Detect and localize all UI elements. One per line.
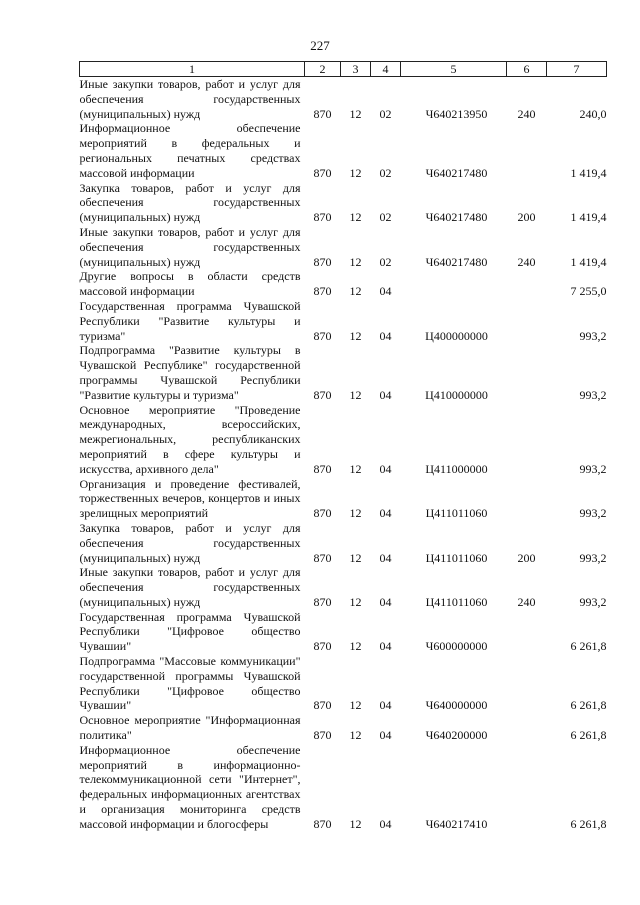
row-subsection-cell: 04 xyxy=(379,639,392,654)
row-target-article-cell: Ч640217480 xyxy=(425,210,488,225)
row-ministry-cell: 870 xyxy=(313,639,332,654)
table-row xyxy=(80,343,607,402)
row-name-cell: Государственная программа Чувашской Республики "Развитие культуры и туризма" xyxy=(79,298,301,343)
row-target-article-cell: Ц411011060 xyxy=(425,594,488,609)
row-name-cell: Основное мероприятие "Проведение международных, всероссийских, межрегиональных, республиканских мероприятий в сфере культуры и искусства, архивного дела" xyxy=(79,402,301,476)
row-amount-cell: 993,2 xyxy=(579,550,607,565)
row-target-article-cell: Ч600000000 xyxy=(425,639,488,654)
budget-table xyxy=(79,61,607,832)
table-row xyxy=(80,121,607,180)
row-name-cell: Иные закупки товаров, работ и услуг для обеспечения государственных (муниципальных) нужд xyxy=(79,77,301,121)
row-expense-type-cell: 240 xyxy=(517,254,536,269)
row-section-cell: 12 xyxy=(349,254,362,269)
table-row xyxy=(80,181,607,225)
table-row xyxy=(80,403,607,477)
row-subsection-cell: 04 xyxy=(379,728,392,743)
column-header-amount: 7 xyxy=(547,62,607,77)
row-ministry-cell: 870 xyxy=(313,254,332,269)
row-expense-type-cell xyxy=(507,610,547,654)
table-row xyxy=(80,299,607,343)
row-amount-cell: 993,2 xyxy=(579,461,607,476)
row-target-article-cell: Ч640213950 xyxy=(425,106,488,121)
row-subsection-cell: 04 xyxy=(379,328,392,343)
row-expense-type-cell: 240 xyxy=(517,594,536,609)
row-ministry-cell: 870 xyxy=(313,816,332,831)
row-amount-cell: 1 419,4 xyxy=(570,254,607,269)
row-section-cell: 12 xyxy=(349,698,362,713)
row-amount-cell: 6 261,8 xyxy=(570,728,607,743)
table-header-row xyxy=(80,62,607,77)
row-name-cell: Иные закупки товаров, работ и услуг для обеспечения государственных (муниципальных) нужд xyxy=(79,565,301,609)
row-subsection-cell: 02 xyxy=(379,210,392,225)
column-header-name: 1 xyxy=(80,62,305,77)
row-ministry-cell: 870 xyxy=(313,698,332,713)
row-name-cell: Информационное обеспечение мероприятий в информационно-телекоммуникационной сети "Интернет", федеральных информационных агентствах и организация мониторинга средств массовой информации и блогосферы xyxy=(79,742,301,831)
column-header-target-article: 5 xyxy=(401,62,507,77)
row-expense-type-cell xyxy=(507,269,547,299)
table-row xyxy=(80,654,607,713)
row-amount-cell: 993,2 xyxy=(579,506,607,521)
row-subsection-cell: 02 xyxy=(379,106,392,121)
row-expense-type-cell xyxy=(507,654,547,713)
row-section-cell: 12 xyxy=(349,210,362,225)
row-subsection-cell: 04 xyxy=(379,284,392,299)
column-header-expense-type: 6 xyxy=(507,62,547,77)
row-section-cell: 12 xyxy=(349,284,362,299)
column-header-subsection: 4 xyxy=(371,62,401,77)
row-section-cell: 12 xyxy=(349,461,362,476)
table-row xyxy=(80,610,607,654)
row-target-article-cell: Ц411000000 xyxy=(425,461,488,476)
page-number: 227 xyxy=(310,38,330,53)
row-section-cell: 12 xyxy=(349,639,362,654)
row-ministry-cell: 870 xyxy=(313,728,332,743)
row-subsection-cell: 02 xyxy=(379,254,392,269)
row-target-article-cell: Ч640000000 xyxy=(425,698,488,713)
row-ministry-cell: 870 xyxy=(313,165,332,180)
row-name-cell: Иные закупки товаров, работ и услуг для обеспечения государственных (муниципальных) нужд xyxy=(79,224,301,269)
row-name-cell: Информационное обеспечение мероприятий в федеральных и региональных печатных средствах массовой информации xyxy=(79,121,301,180)
row-subsection-cell: 02 xyxy=(379,165,392,180)
row-expense-type-cell: 200 xyxy=(517,210,536,225)
table-row xyxy=(80,713,607,743)
row-amount-cell: 1 419,4 xyxy=(570,210,607,225)
table-row xyxy=(80,565,607,609)
row-ministry-cell: 870 xyxy=(313,210,332,225)
row-expense-type-cell xyxy=(507,299,547,343)
row-section-cell: 12 xyxy=(349,106,362,121)
row-ministry-cell: 870 xyxy=(313,594,332,609)
row-name-cell: Закупка товаров, работ и услуг для обеспечения государственных (муниципальных) нужд xyxy=(79,520,301,565)
row-section-cell: 12 xyxy=(349,816,362,831)
table-row xyxy=(80,77,607,122)
row-amount-cell: 993,2 xyxy=(579,387,607,402)
row-ministry-cell: 870 xyxy=(313,284,332,299)
row-target-article-cell xyxy=(401,269,507,299)
row-section-cell: 12 xyxy=(349,387,362,402)
row-name-cell: Закупка товаров, работ и услуг для обеспечения государственных (муниципальных) нужд xyxy=(79,180,301,225)
row-expense-type-cell: 240 xyxy=(517,106,536,121)
row-ministry-cell: 870 xyxy=(313,550,332,565)
table-body xyxy=(80,77,607,832)
row-section-cell: 12 xyxy=(349,728,362,743)
row-name-cell: Организация и проведение фестивалей, торжественных вечеров, концертов и иных зрелищных мероприятий xyxy=(79,476,301,521)
row-amount-cell: 240,0 xyxy=(579,106,607,121)
row-target-article-cell: Ц410000000 xyxy=(425,387,488,402)
row-amount-cell: 993,2 xyxy=(579,594,607,609)
row-name-cell: Подпрограмма "Массовые коммуникации" государственной программы Чувашской Республики "Цифровое общество Чувашии" xyxy=(79,654,301,713)
row-expense-type-cell xyxy=(507,343,547,402)
table-row xyxy=(80,521,607,565)
row-subsection-cell: 04 xyxy=(379,816,392,831)
row-subsection-cell: 04 xyxy=(379,698,392,713)
column-header-ministry: 2 xyxy=(305,62,341,77)
row-section-cell: 12 xyxy=(349,594,362,609)
row-amount-cell: 993,2 xyxy=(579,328,607,343)
row-expense-type-cell: 200 xyxy=(517,550,536,565)
row-name-cell: Другие вопросы в области средств массовой информации xyxy=(79,269,301,299)
row-amount-cell: 6 261,8 xyxy=(570,698,607,713)
row-expense-type-cell xyxy=(507,713,547,743)
row-ministry-cell: 870 xyxy=(313,461,332,476)
row-ministry-cell: 870 xyxy=(313,328,332,343)
row-amount-cell: 6 261,8 xyxy=(570,816,607,831)
table-row xyxy=(80,743,607,832)
row-target-article-cell: Ц411011060 xyxy=(425,506,488,521)
row-name-cell: Основное мероприятие "Информационная политика" xyxy=(79,713,301,743)
row-section-cell: 12 xyxy=(349,165,362,180)
row-target-article-cell: Ц400000000 xyxy=(425,328,488,343)
row-ministry-cell: 870 xyxy=(313,506,332,521)
table-row xyxy=(80,225,607,269)
row-target-article-cell: Ч640200000 xyxy=(425,728,488,743)
row-section-cell: 12 xyxy=(349,506,362,521)
row-amount-cell: 6 261,8 xyxy=(570,639,607,654)
row-subsection-cell: 04 xyxy=(379,550,392,565)
row-subsection-cell: 04 xyxy=(379,506,392,521)
row-expense-type-cell xyxy=(507,403,547,477)
row-amount-cell: 7 255,0 xyxy=(570,284,607,299)
row-target-article-cell: Ц411011060 xyxy=(425,550,488,565)
row-target-article-cell: Ч640217480 xyxy=(425,254,488,269)
row-expense-type-cell xyxy=(507,477,547,521)
row-target-article-cell: Ч640217410 xyxy=(425,816,488,831)
column-header-section: 3 xyxy=(341,62,371,77)
row-section-cell: 12 xyxy=(349,328,362,343)
row-expense-type-cell xyxy=(507,121,547,180)
row-ministry-cell: 870 xyxy=(313,387,332,402)
row-expense-type-cell xyxy=(507,743,547,832)
row-subsection-cell: 04 xyxy=(379,461,392,476)
row-target-article-cell: Ч640217480 xyxy=(425,165,488,180)
table-row xyxy=(80,477,607,521)
row-name-cell: Государственная программа Чувашской Республики "Цифровое общество Чувашии" xyxy=(79,609,301,654)
row-section-cell: 12 xyxy=(349,550,362,565)
row-ministry-cell: 870 xyxy=(313,106,332,121)
row-subsection-cell: 04 xyxy=(379,387,392,402)
row-amount-cell: 1 419,4 xyxy=(570,165,607,180)
row-name-cell: Подпрограмма "Развитие культуры в Чувашской Республике" государственной программы Чувашской Республики "Развитие культуры и туризма" xyxy=(79,343,301,402)
table-row xyxy=(80,269,607,299)
row-subsection-cell: 04 xyxy=(379,594,392,609)
